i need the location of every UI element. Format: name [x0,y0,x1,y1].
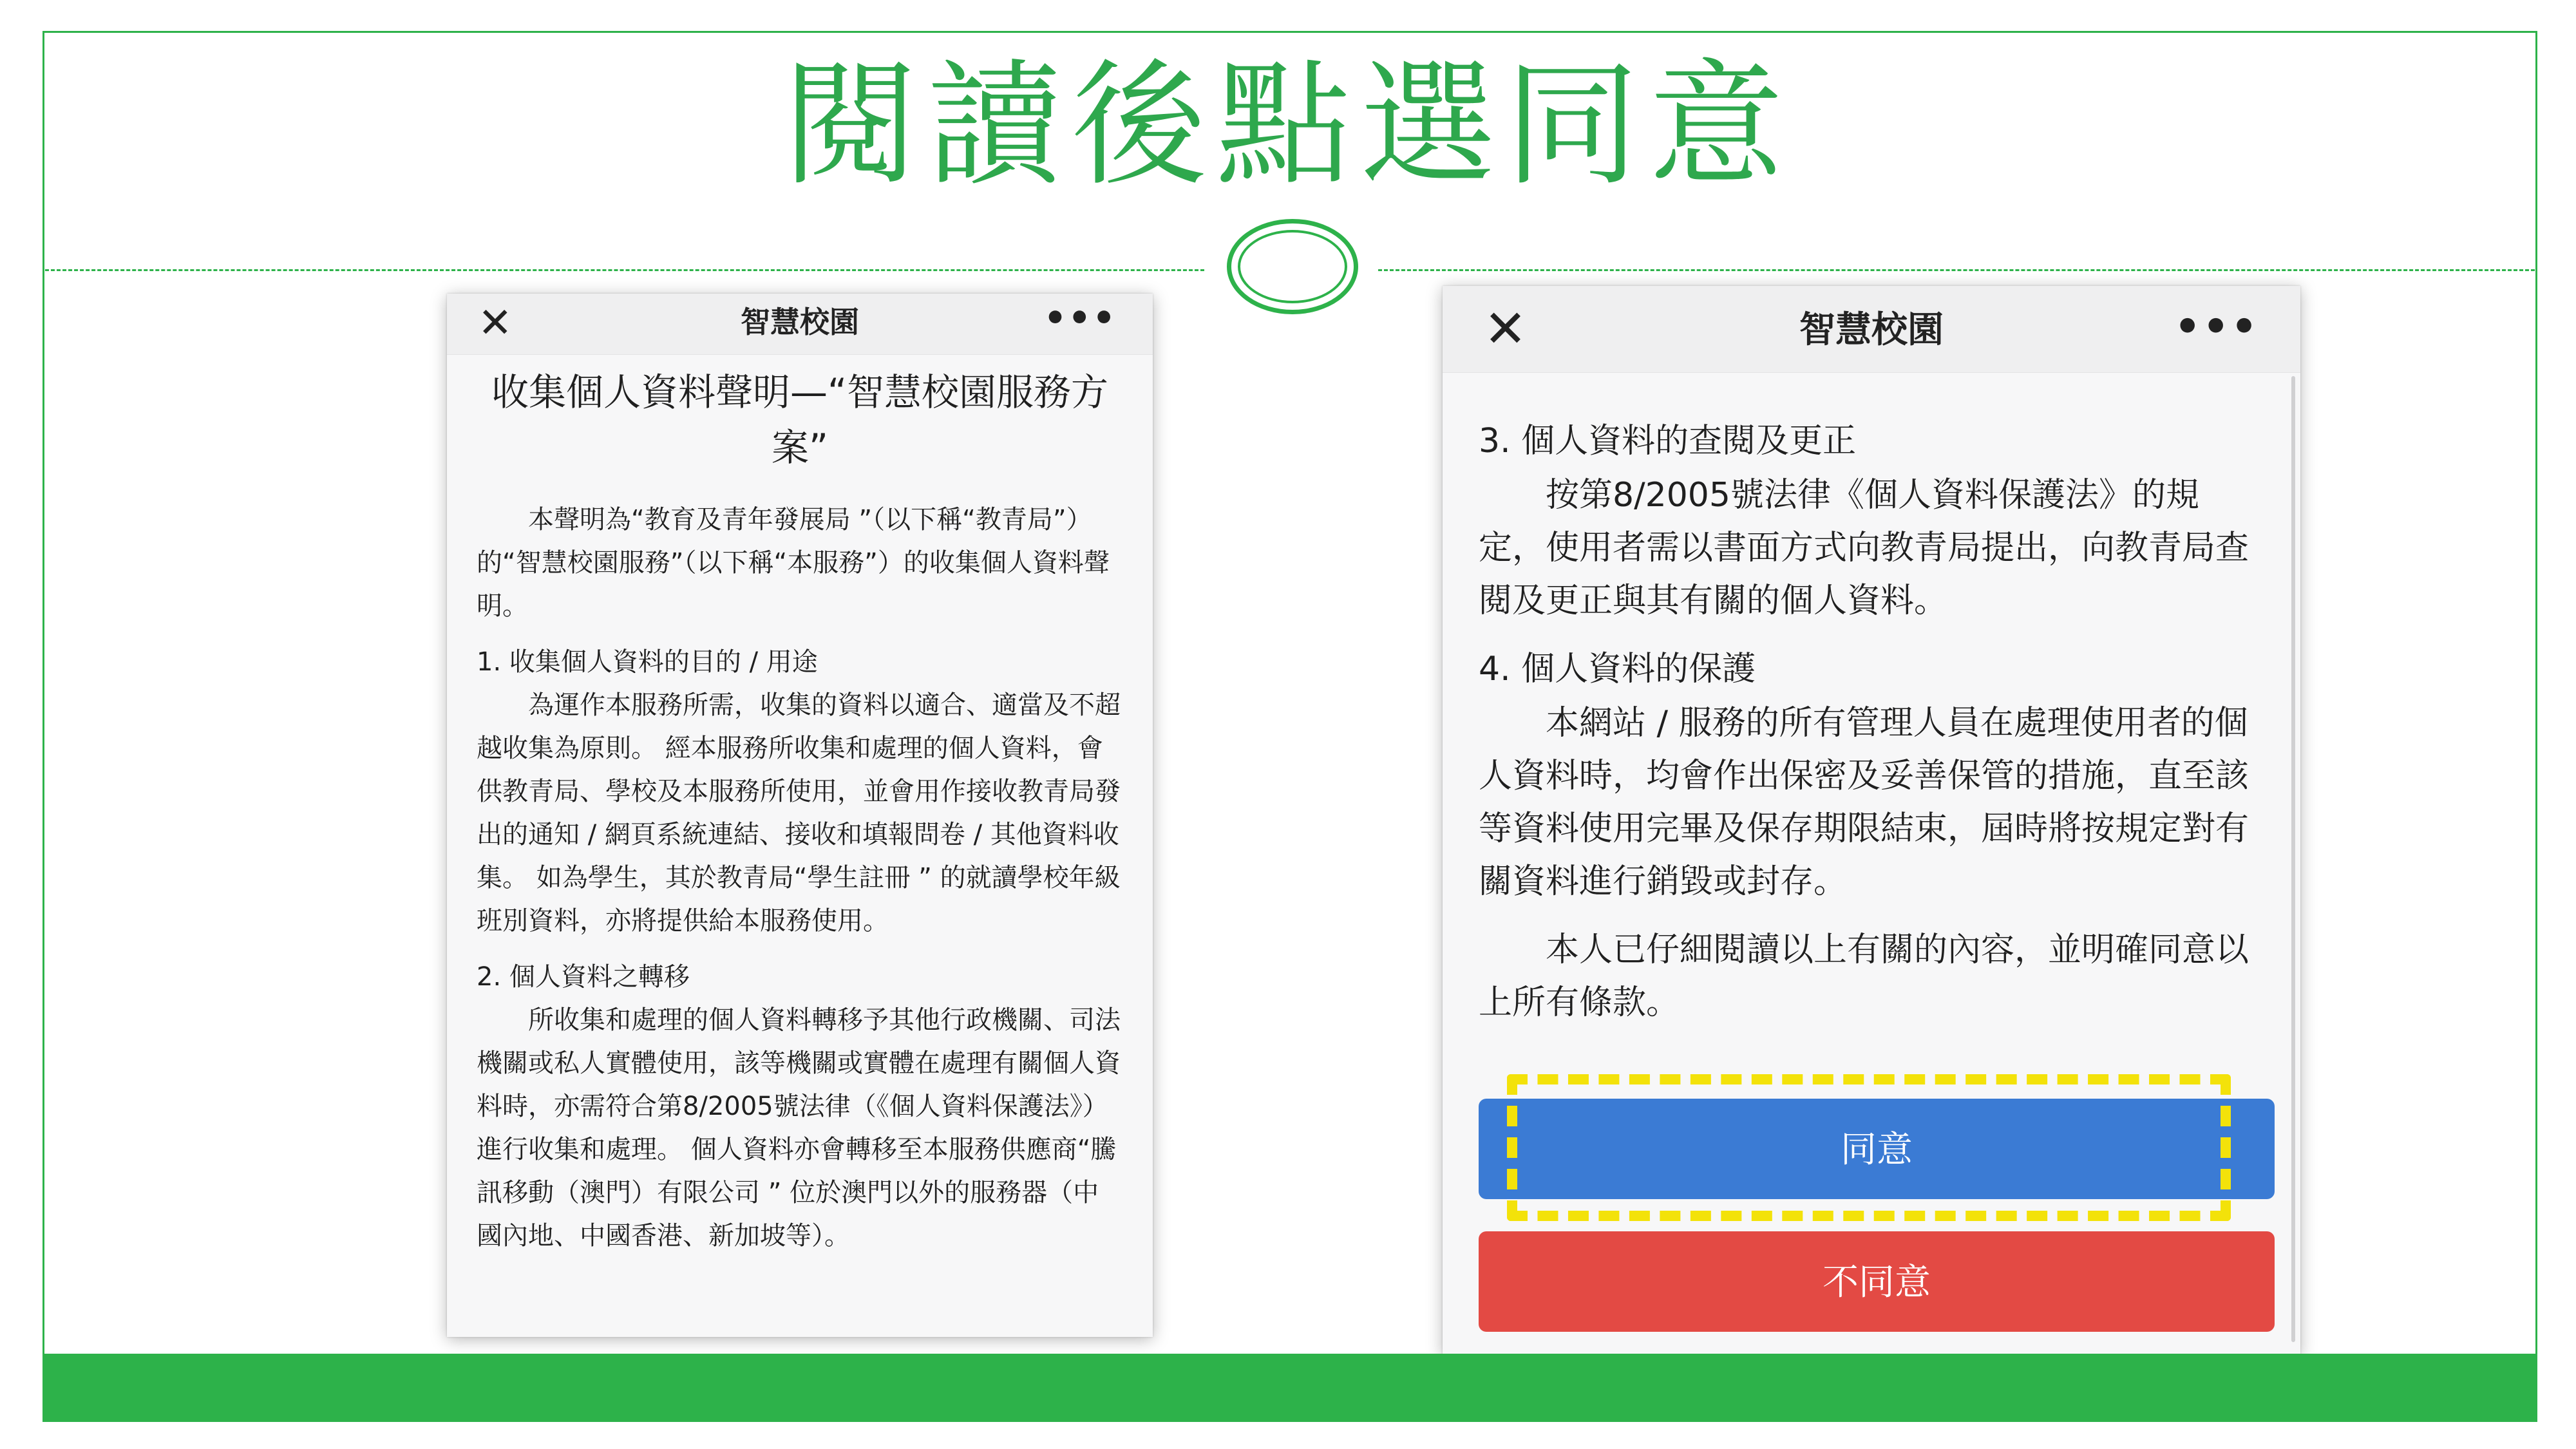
declaration-content [477,365,1123,1258]
section-2-heading: 2. 個人資料之轉移 [477,962,690,992]
left-phone-screenshot [447,294,1153,1337]
close-icon[interactable]: ✕ [478,299,513,347]
slide-title: 閱讀後點選同意 [782,46,1793,204]
agree-button[interactable]: 同意 [1479,1099,2275,1199]
ring-ornament [1227,219,1358,314]
navbar [447,294,1153,355]
nav-title: 智慧校園 [741,305,859,339]
section-3-heading: 3. 個人資料的查閱及更正 [1479,422,1857,460]
more-icon[interactable]: ••• [1043,298,1117,339]
section-4-body: 本網站 / 服務的所有管理人員在處理使用者的個人資料時，均會作出保密及妥善保管的措施，直至該等資料使用完畢及保存期限結束，屆時將按規定對有關資料進行銷毀或封存。 [1479,704,2249,901]
declaration-content [1479,415,2262,1045]
close-icon[interactable]: ✕ [1484,299,1528,359]
section-2-body: 所收集和處理的個人資料轉移予其他行政機關、司法機關或私人實體使用，該等機關或實體在處理有關個人資料時，亦需符合第8/2005號法律（《個人資料保護法》）進行收集和處理。 個人資料亦會轉移至本服務供應商“騰訊移動（澳門）有限公司 ” 位於澳門以外的服務器（中國內地、中國香港、新加坡等）。 [477,1005,1121,1251]
declaration-title: 收集個人資料聲明—“智慧校園服務方案” [491,370,1109,469]
section-1-body: 為運作本服務所需，收集的資料以適合、適當及不超越收集為原則。 經本服務所收集和處理的個人資料，會供教青局、學校及本服務所使用，並會用作接收教青局發出的通知 / 網頁系統連結、接收和填報問卷 / 其他資料收集。 如為學生，其於教青局“學生註冊 ” 的就讀學校年級班別資料，亦將提供給本服務使用。 [477,690,1121,936]
navbar [1443,286,2300,373]
title-divider-right [1378,269,2535,271]
more-icon[interactable]: ••• [2174,303,2259,351]
agree-button-highlight [1507,1074,2231,1221]
section-1-heading: 1. 收集個人資料的目的 / 用途 [477,647,818,677]
scrollbar[interactable] [2291,376,2295,1342]
footer-band [43,1354,2537,1422]
section-3-body: 按第8/2005號法律《個人資料保護法》的規定，使用者需以書面方式向教青局提出，向教青局查閱及更正與其有關的個人資料。 [1479,476,2249,620]
nav-title: 智慧校園 [1799,309,1944,351]
section-4-heading: 4. 個人資料的保護 [1479,650,1756,688]
disagree-button[interactable]: 不同意 [1479,1231,2275,1332]
declaration-intro: 本聲明為“教育及青年發展局 ”（以下稱“教青局”）的“智慧校園服務”（以下稱“本服務”）的收集個人資料聲明。 [477,505,1110,621]
title-divider-left [45,269,1204,271]
consent-statement: 本人已仔細閱讀以上有關的內容，並明確同意以上所有條款。 [1479,931,2249,1022]
